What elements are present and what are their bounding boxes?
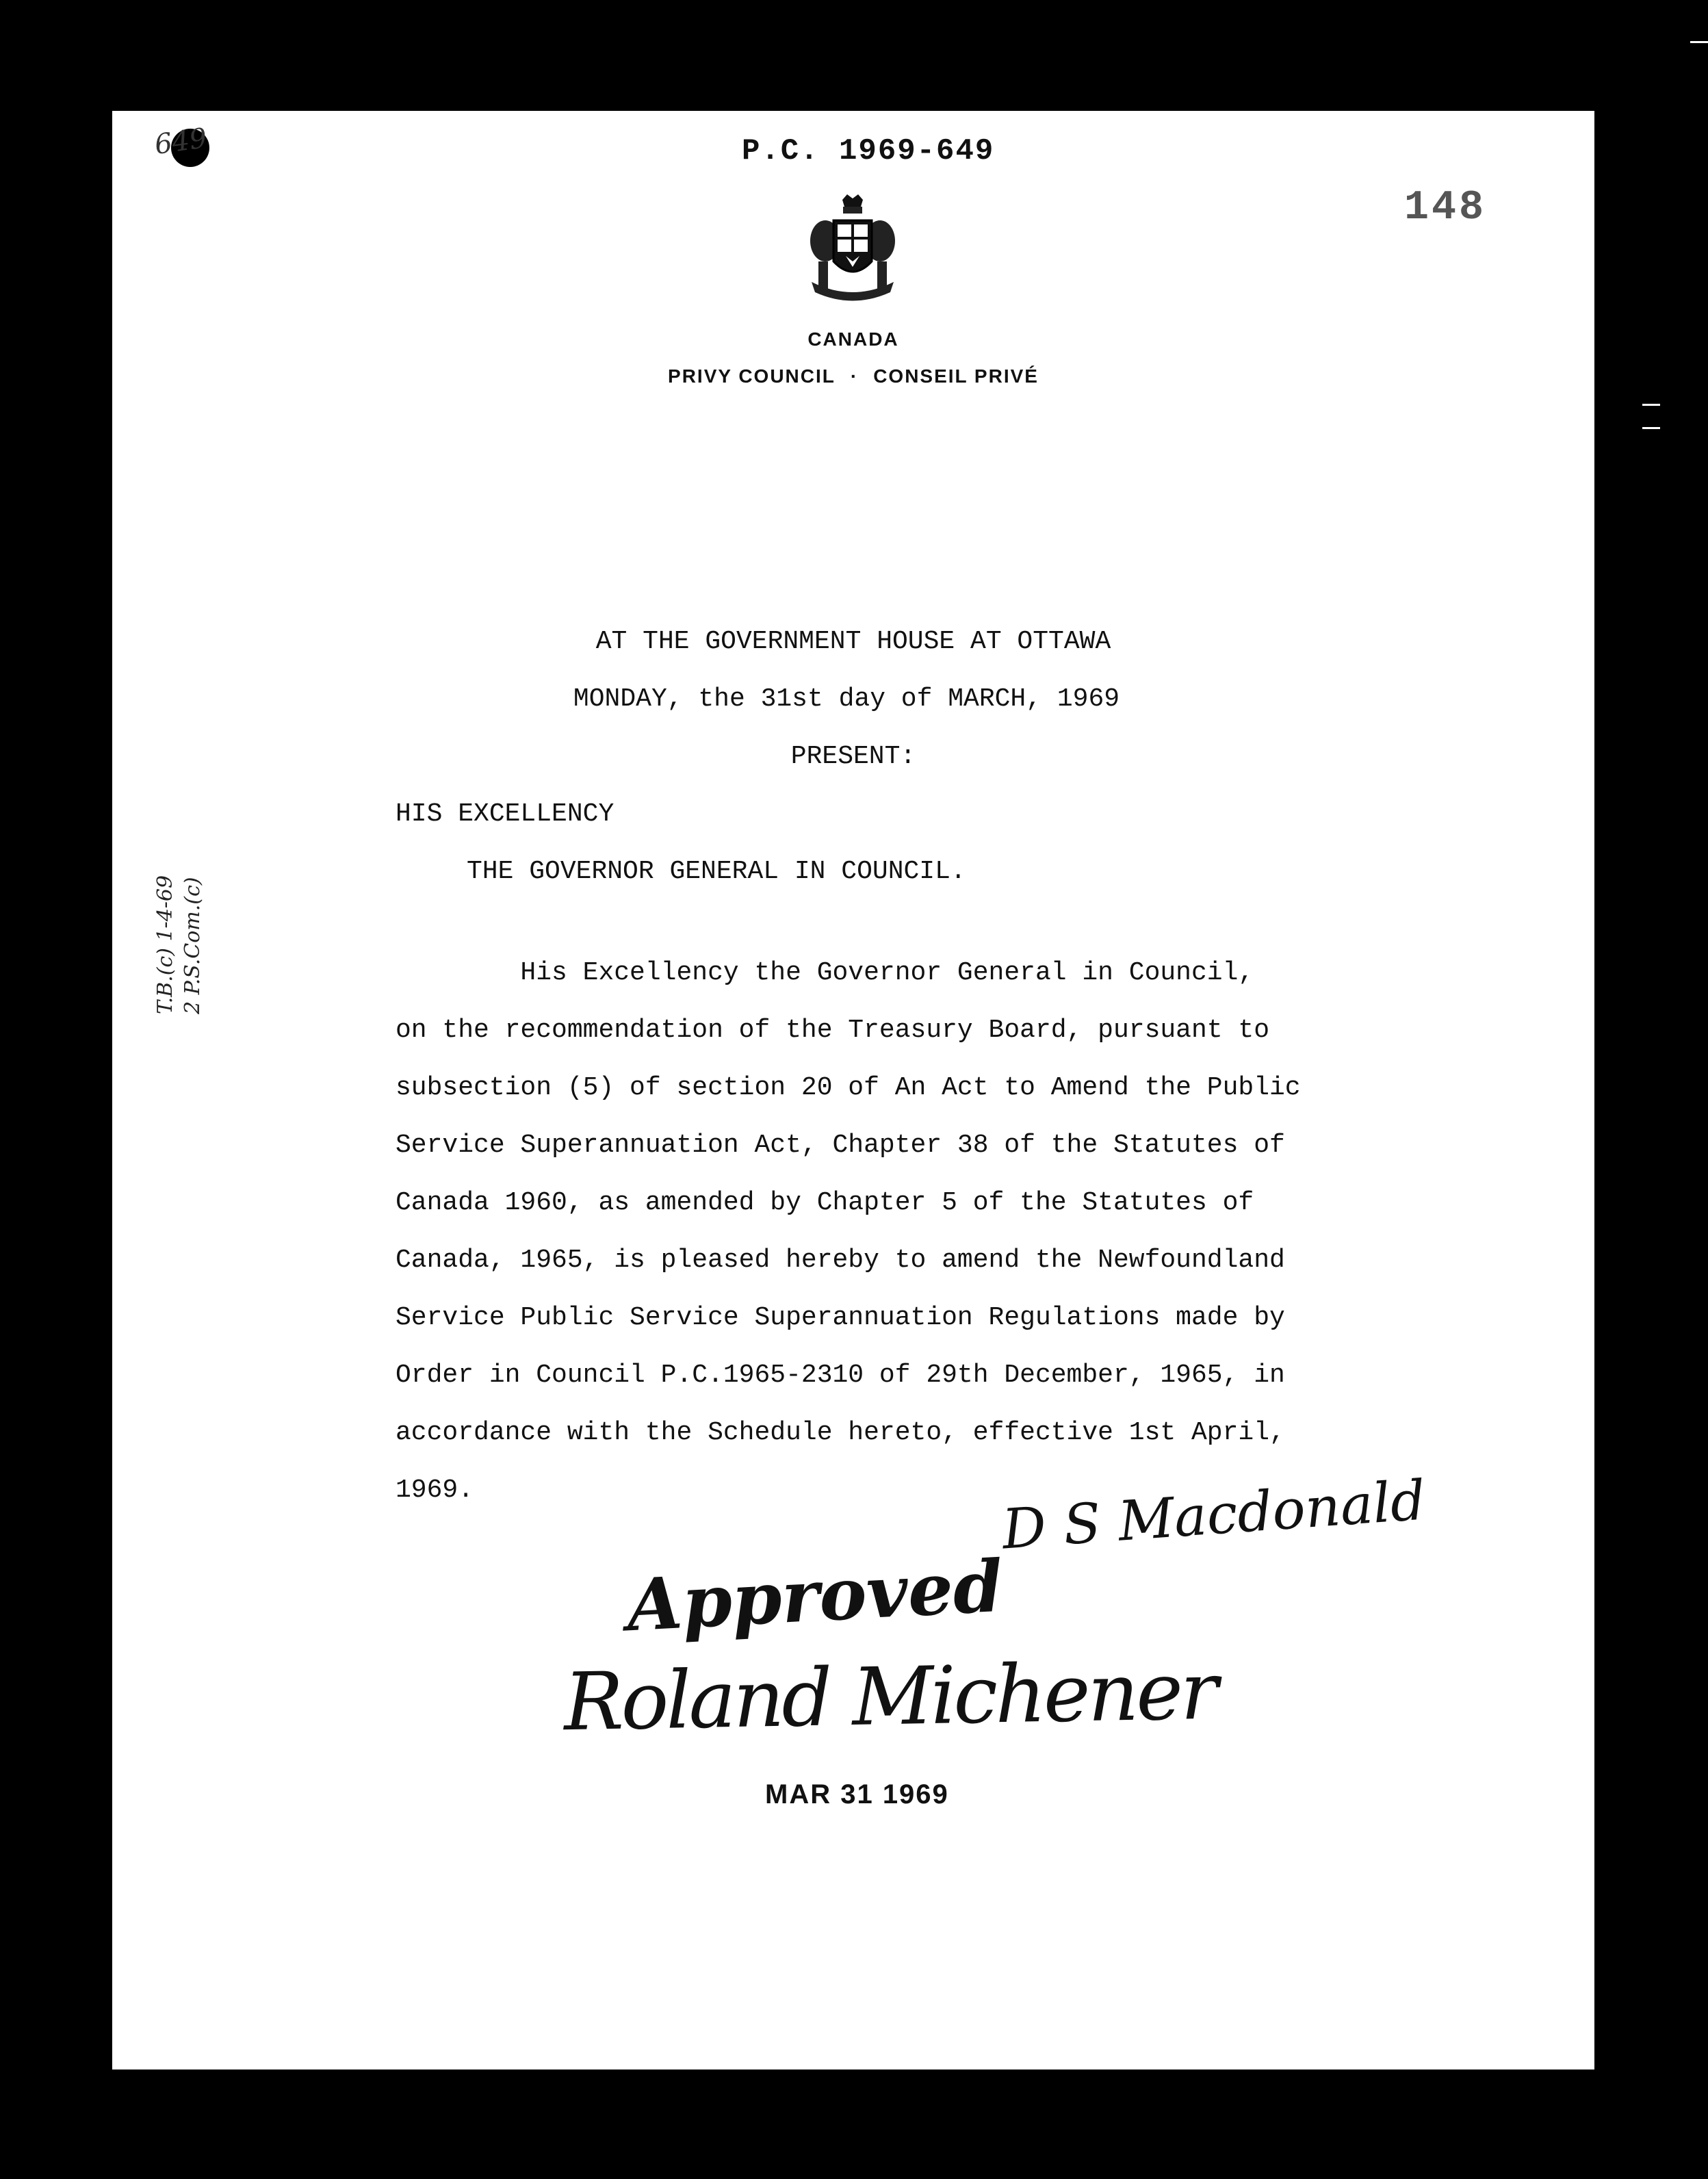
document-page <box>112 111 1594 2070</box>
heading-excellency: HIS EXCELLENCY <box>396 799 614 829</box>
margin-annotation-line: T.B.(c) 1-4-69 <box>153 875 177 1014</box>
heading-governor: THE GOVERNOR GENERAL IN COUNCIL. <box>467 857 966 886</box>
body-line: subsection (5) of section 20 of An Act to Amend the Public <box>396 1073 1301 1103</box>
council-separator: · <box>850 365 859 387</box>
order-body <box>396 944 1301 1519</box>
approved-handwriting: Approved <box>625 1543 1005 1648</box>
governor-general-signature: Roland Michener <box>562 1645 1217 1749</box>
heading-present: PRESENT: <box>790 742 916 771</box>
body-line: on the recommendation of the Treasury Board, pursuant to <box>396 1016 1270 1045</box>
coat-of-arms-icon <box>805 193 901 309</box>
body-line: His Excellency the Governor General in Council, <box>396 958 1254 988</box>
heading-place: AT THE GOVERNMENT HOUSE AT OTTAWA <box>595 627 1111 656</box>
date-stamp: MAR 31 1969 <box>765 1779 949 1809</box>
margin-number: 649 <box>153 122 209 162</box>
margin-annotation-line: 2 P.S.Com.(c) <box>181 877 205 1014</box>
body-line: accordance with the Schedule hereto, effective 1st April, <box>396 1418 1285 1447</box>
council-en: PRIVY COUNCIL <box>668 365 836 387</box>
council-label <box>112 365 1594 387</box>
heading-date: MONDAY, the 31st day of MARCH, 1969 <box>573 684 1120 714</box>
body-line: 1969. <box>396 1475 474 1505</box>
body-line: Canada, 1965, is pleased hereby to amend the Newfoundland <box>396 1246 1285 1275</box>
body-line: Service Public Service Superannuation Regulations made by <box>396 1303 1285 1332</box>
body-line: Service Superannuation Act, Chapter 38 of the Statutes of <box>396 1131 1285 1160</box>
edge-mark <box>1642 427 1660 429</box>
edge-mark <box>1642 404 1660 406</box>
edge-mark <box>1690 41 1708 43</box>
page-number: 148 <box>1404 185 1487 231</box>
body-line: Canada 1960, as amended by Chapter 5 of the Statutes of <box>396 1188 1254 1217</box>
pc-number: P.C. 1969-649 <box>742 134 995 168</box>
country-label: CANADA <box>807 328 899 350</box>
body-line: Order in Council P.C.1965-2310 of 29th December, 1965, in <box>396 1361 1285 1390</box>
margin-annotation <box>152 875 207 1014</box>
minister-signature: D S Macdonald <box>1000 1468 1428 1562</box>
council-fr: CONSEIL PRIVÉ <box>873 365 1039 387</box>
